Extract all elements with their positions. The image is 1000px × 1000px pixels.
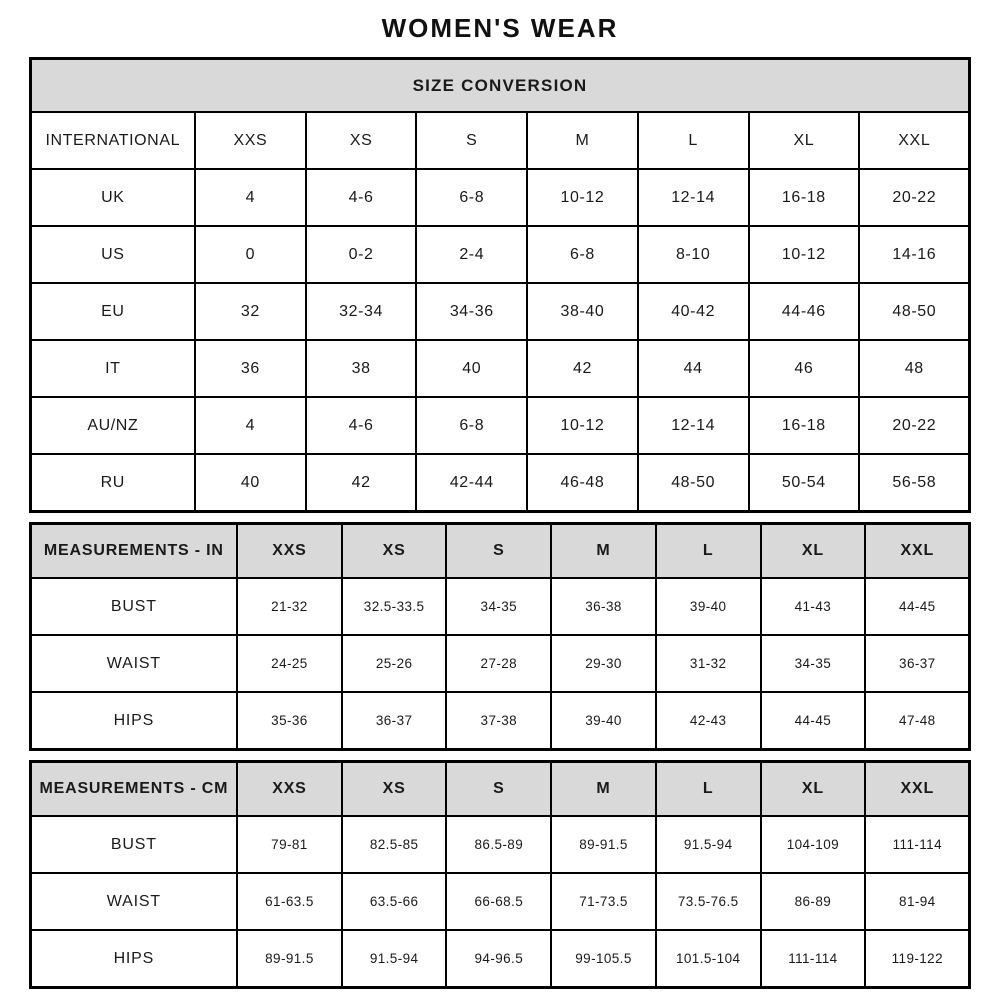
header-cell-m: M — [551, 524, 656, 579]
header-cell-international: INTERNATIONAL — [30, 112, 195, 169]
table-row-uk — [30, 169, 970, 226]
value-cell: 82.5-85 — [342, 816, 447, 873]
value-cell: 61-63.5 — [237, 873, 342, 930]
value-cell: 40 — [195, 454, 306, 512]
value-cell: 37-38 — [446, 692, 551, 750]
value-cell: 21-32 — [237, 578, 342, 635]
measurements-in-table — [29, 522, 972, 751]
value-cell: 4-6 — [306, 397, 417, 454]
value-cell: 25-26 — [342, 635, 447, 692]
header-cell-xs: XS — [342, 762, 447, 817]
row-label: WAIST — [30, 873, 237, 930]
row-label: US — [30, 226, 195, 283]
value-cell: 44 — [638, 340, 749, 397]
header-cell-xl: XL — [761, 524, 866, 579]
value-cell: 39-40 — [551, 692, 656, 750]
value-cell: 42-44 — [416, 454, 527, 512]
table-row-it — [30, 340, 970, 397]
value-cell: 48-50 — [859, 283, 970, 340]
header-cell-xxl: XXL — [865, 524, 970, 579]
header-cell-m: M — [527, 112, 638, 169]
value-cell: 50-54 — [749, 454, 860, 512]
header-cell-m: M — [551, 762, 656, 817]
value-cell: 38 — [306, 340, 417, 397]
value-cell: 24-25 — [237, 635, 342, 692]
value-cell: 79-81 — [237, 816, 342, 873]
value-cell: 63.5-66 — [342, 873, 447, 930]
row-label: HIPS — [30, 692, 237, 750]
measurements-cm-header-row — [30, 762, 970, 817]
table-row-waist-in — [30, 635, 970, 692]
value-cell: 44-45 — [761, 692, 866, 750]
header-cell-xxl: XXL — [865, 762, 970, 817]
value-cell: 35-36 — [237, 692, 342, 750]
header-cell-xxs: XXS — [237, 524, 342, 579]
row-label: BUST — [30, 578, 237, 635]
value-cell: 44-45 — [865, 578, 970, 635]
value-cell: 2-4 — [416, 226, 527, 283]
value-cell: 94-96.5 — [446, 930, 551, 988]
value-cell: 6-8 — [416, 397, 527, 454]
row-label: HIPS — [30, 930, 237, 988]
value-cell: 48-50 — [638, 454, 749, 512]
value-cell: 91.5-94 — [656, 816, 761, 873]
value-cell: 111-114 — [865, 816, 970, 873]
header-cell-l: L — [656, 524, 761, 579]
value-cell: 20-22 — [859, 169, 970, 226]
value-cell: 119-122 — [865, 930, 970, 988]
table-row-eu — [30, 283, 970, 340]
header-cell-xs: XS — [342, 524, 447, 579]
value-cell: 44-46 — [749, 283, 860, 340]
table-row-bust-in — [30, 578, 970, 635]
header-cell-xl: XL — [749, 112, 860, 169]
value-cell: 86-89 — [761, 873, 866, 930]
value-cell: 36 — [195, 340, 306, 397]
value-cell: 20-22 — [859, 397, 970, 454]
value-cell: 71-73.5 — [551, 873, 656, 930]
value-cell: 10-12 — [749, 226, 860, 283]
value-cell: 4-6 — [306, 169, 417, 226]
header-cell-xl: XL — [761, 762, 866, 817]
header-cell-xxs: XXS — [237, 762, 342, 817]
value-cell: 12-14 — [638, 169, 749, 226]
row-label: BUST — [30, 816, 237, 873]
table-row-hips-cm — [30, 930, 970, 988]
value-cell: 81-94 — [865, 873, 970, 930]
value-cell: 39-40 — [656, 578, 761, 635]
row-label: WAIST — [30, 635, 237, 692]
header-cell-xxs: XXS — [195, 112, 306, 169]
measurements-in-header-row — [30, 524, 970, 579]
value-cell: 32 — [195, 283, 306, 340]
header-cell-xs: XS — [306, 112, 417, 169]
value-cell: 10-12 — [527, 169, 638, 226]
value-cell: 34-36 — [416, 283, 527, 340]
header-cell-s: S — [446, 762, 551, 817]
value-cell: 8-10 — [638, 226, 749, 283]
value-cell: 34-35 — [446, 578, 551, 635]
value-cell: 32.5-33.5 — [342, 578, 447, 635]
row-label: RU — [30, 454, 195, 512]
value-cell: 101.5-104 — [656, 930, 761, 988]
value-cell: 104-109 — [761, 816, 866, 873]
size-conversion-banner-row — [30, 59, 970, 113]
value-cell: 56-58 — [859, 454, 970, 512]
header-cell-l: L — [656, 762, 761, 817]
value-cell: 99-105.5 — [551, 930, 656, 988]
table-row-waist-cm — [30, 873, 970, 930]
size-conversion-header-row — [30, 112, 970, 169]
header-cell-s: S — [446, 524, 551, 579]
value-cell: 4 — [195, 169, 306, 226]
value-cell: 29-30 — [551, 635, 656, 692]
value-cell: 16-18 — [749, 169, 860, 226]
header-cell-s: S — [416, 112, 527, 169]
value-cell: 0 — [195, 226, 306, 283]
value-cell: 46-48 — [527, 454, 638, 512]
measurements-cm-table — [29, 760, 972, 989]
value-cell: 27-28 — [446, 635, 551, 692]
value-cell: 16-18 — [749, 397, 860, 454]
header-cell-xxl: XXL — [859, 112, 970, 169]
value-cell: 86.5-89 — [446, 816, 551, 873]
table-row-aunz — [30, 397, 970, 454]
value-cell: 91.5-94 — [342, 930, 447, 988]
value-cell: 36-38 — [551, 578, 656, 635]
value-cell: 66-68.5 — [446, 873, 551, 930]
value-cell: 6-8 — [416, 169, 527, 226]
row-label: AU/NZ — [30, 397, 195, 454]
value-cell: 42 — [306, 454, 417, 512]
table-row-bust-cm — [30, 816, 970, 873]
size-conversion-table — [29, 57, 972, 513]
value-cell: 41-43 — [761, 578, 866, 635]
value-cell: 4 — [195, 397, 306, 454]
value-cell: 6-8 — [527, 226, 638, 283]
header-cell-measurements-cm: MEASUREMENTS - CM — [30, 762, 237, 817]
header-cell-measurements-in: MEASUREMENTS - IN — [30, 524, 237, 579]
table-row-ru — [30, 454, 970, 512]
value-cell: 0-2 — [306, 226, 417, 283]
page-title: WOMEN'S WEAR — [381, 13, 619, 43]
size-conversion-banner: SIZE CONVERSION — [30, 59, 970, 113]
value-cell: 42 — [527, 340, 638, 397]
value-cell: 36-37 — [342, 692, 447, 750]
value-cell: 42-43 — [656, 692, 761, 750]
value-cell: 89-91.5 — [551, 816, 656, 873]
value-cell: 31-32 — [656, 635, 761, 692]
row-label: IT — [30, 340, 195, 397]
value-cell: 38-40 — [527, 283, 638, 340]
table-row-us — [30, 226, 970, 283]
row-label: EU — [30, 283, 195, 340]
value-cell: 89-91.5 — [237, 930, 342, 988]
value-cell: 32-34 — [306, 283, 417, 340]
value-cell: 36-37 — [865, 635, 970, 692]
value-cell: 111-114 — [761, 930, 866, 988]
value-cell: 46 — [749, 340, 860, 397]
value-cell: 40-42 — [638, 283, 749, 340]
value-cell: 10-12 — [527, 397, 638, 454]
row-label: UK — [30, 169, 195, 226]
header-cell-l: L — [638, 112, 749, 169]
value-cell: 40 — [416, 340, 527, 397]
value-cell: 14-16 — [859, 226, 970, 283]
value-cell: 47-48 — [865, 692, 970, 750]
value-cell: 12-14 — [638, 397, 749, 454]
value-cell: 34-35 — [761, 635, 866, 692]
table-row-hips-in — [30, 692, 970, 750]
value-cell: 48 — [859, 340, 970, 397]
value-cell: 73.5-76.5 — [656, 873, 761, 930]
